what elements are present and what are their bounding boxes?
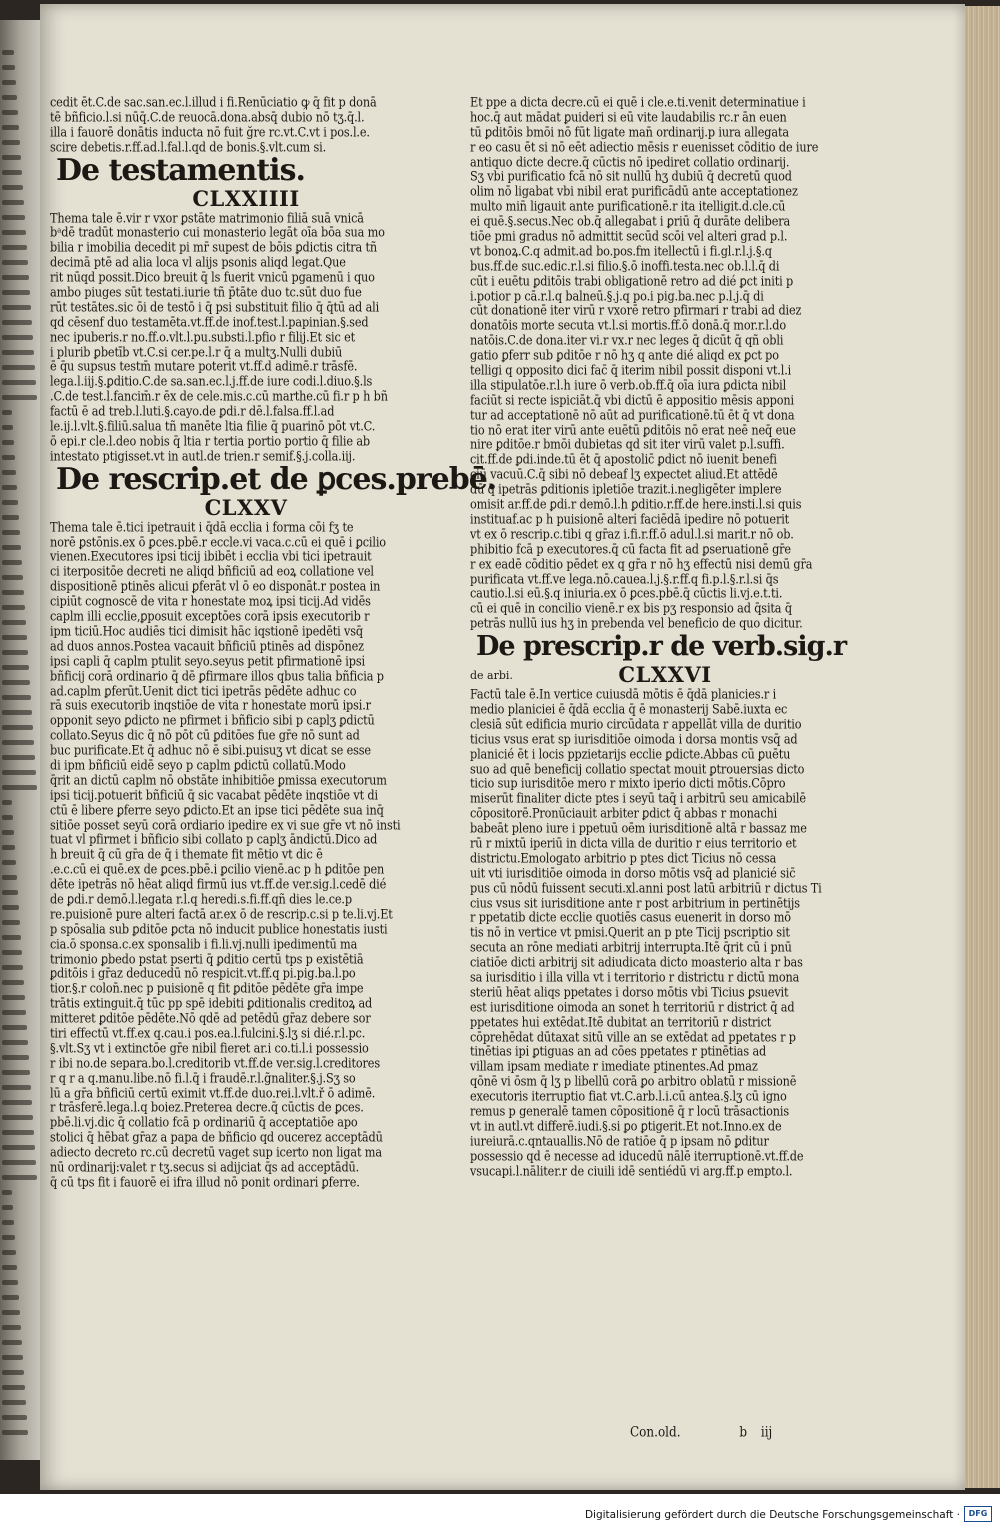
text-line: rit nūqd possit.Dico breuit q̄ ls fuerit vnicū pgamenū i quo: [50, 270, 375, 285]
funding-notice: Digitalisierung gefördert durch die Deutsche Forschungsgemeinschaft ·: [584, 1509, 960, 1521]
text-line: q̄ cū tps fit i fauorē ei̇ ifra illud nō ponit ordinari̇ ꝑferre.: [50, 1174, 360, 1190]
facing-page-text-fragment: [2, 710, 32, 715]
text-line: cia.ō sponsa.c.ex sponsalib̄ i fi.li.vj.nulli ipedimentū ma: [50, 936, 358, 952]
text-line: i.potior p cā.r.l.q balneū.§.j.q po.i pig.ba.nec p.l.j.q̄ di: [470, 288, 764, 304]
text-line: executoris iterruptio fiat vt.C.arb̄.l.i.cū antea.§.lʒ cū igno: [470, 1088, 787, 1104]
text-line: tū ꝑditōis bmōi nō fūt ligate man̄ ordinarij.p iura allegata: [470, 124, 789, 140]
text-line: ciū vacuū.C.q̄ sibi nō debeaf lʒ expectet aliud.Et attēdē: [470, 467, 778, 483]
text-line: Thema tale ē.vir r vxor ꝑstāte matrimonio filiā suā vnicā: [50, 210, 364, 226]
facing-page-text-fragment: [2, 845, 15, 850]
facing-page-text-fragment: [2, 155, 21, 160]
facing-page-text-fragment: [2, 245, 27, 250]
facing-page-text-fragment: [2, 170, 22, 175]
text-line: pus cū nōdū fuissent secuti.xl.anni post latū arbitriū r dictus Ti: [470, 880, 822, 896]
catchword: Con.old.: [630, 1423, 681, 1441]
right-column: [470, 96, 860, 1179]
page-footer: [630, 1424, 772, 1440]
text-line: trimonio ꝑbedo pstat pserti q̄ ꝑditio certū tps p existētiā: [50, 951, 364, 967]
text-line: ciatiōe dicti arbitrij sit adiudicata dicto moasterio alta r bas: [470, 954, 803, 970]
facing-page-text-fragment: [2, 425, 13, 430]
facing-page-text-fragment: [2, 140, 20, 145]
text-line: mitteret ꝑditōe pēdēte.Nō qdē ad petēdū gr̄az debere sor: [50, 1010, 371, 1026]
facing-page-text-fragment: [2, 110, 18, 115]
text-line: possessio qd ē necesse ad iducedū nālē iterruptionē.vt.ff.de: [470, 1148, 804, 1164]
facing-page-text-fragment: [2, 1280, 18, 1285]
text-line: omisit ar.ff.de ꝑdi.r demō.l.h ꝑditio.r.ff.de here.insti.l.si quis: [470, 496, 802, 512]
text-line: adiecto decreto rc.cū decretū vaget sup icerto non ligat ma: [50, 1144, 382, 1160]
text-line: .e.c.cū ei quē.ex de ꝑces.pbē.i ꝑcilio vienē.ac p h ꝑditōe pen: [50, 862, 385, 878]
facing-page-text-fragment: [2, 1265, 17, 1270]
facing-page-text-fragment: [2, 290, 30, 295]
text-line: remus p generalē tamen cōpositionē q̄ r locū trāsactionis: [470, 1103, 790, 1119]
text-line: decimā ptē ad alia loca vl̄ alijs psonis aliqd legat.Que: [50, 255, 346, 271]
text-line: intestato ptigisset.vt in autl.de trien.r semif.§.j.colla.iij.: [50, 448, 356, 464]
facing-page-text-fragment: [2, 1025, 27, 1030]
signature-numeral: iij: [760, 1423, 773, 1441]
facing-page-text-fragment: [2, 785, 37, 790]
text-line: Thema tale ē.tici̇ ipetrauit i q̄dā eccl̄ia i forma cōi fʒ te: [50, 519, 354, 535]
text-line: de ꝑdi.r demō.l.legata r.l.q heredi.s.fi.ff.qñ dies le.ce.p: [50, 891, 352, 907]
text-line: collato.Seyus dic q̄ nō pōt cū ꝑditōes fue gr̄e nō sunt ad: [50, 728, 360, 744]
text-line: olim nō ligabat vbi nibil erat purificādū ante acceptationez: [470, 184, 798, 200]
text-line: clesiā sūt edificia murio circūdata r appellāt villa de duritio: [470, 716, 802, 732]
text-line: le.ij.l.vlt.§.filiū.salua tñ manēte ltia filie q̄ puarinō pōt vt.C.: [50, 418, 376, 434]
text-line: secuta an rōne mediati arbitrij interrupta.Itē q̄rit cū i pnū: [470, 940, 792, 956]
facing-page-text-fragment: [2, 1235, 15, 1240]
facing-page-text-fragment: [2, 725, 33, 730]
facing-page-text-fragment: [2, 1010, 26, 1015]
text-line: ipm ticiū.Hoc audiēs tici̇ dimisit hāc iqstionē ipedēti vsq̄: [50, 623, 363, 639]
text-line: bᵃdē tradūt monasterio cui monasterio legāt oīa bōa sua mo: [50, 225, 385, 241]
text-line: tiōe pmi gradus nō admittit secūd̄ scōi vel alteri̇ grad̄ p.l.: [470, 228, 788, 244]
text-line: dū q̄ ipetrās ꝑditionis ipletiōe trazit.i.negligēter implere: [470, 482, 782, 497]
text-line: tur ad acceptationē nō aūt ad purificationē.tū ēt q̄ vt dona: [470, 407, 795, 423]
section-174-text: [50, 212, 442, 465]
text-line: vt bonoꝝ.C.q admit.ad bo.pos.fm itellectū i fi.gl.r.l.j.§.q: [470, 243, 772, 259]
text-line: tinētias ipi̇ ꝑtiguas an ad cōes ppetates r ptinētias ad: [470, 1044, 767, 1060]
facing-page-text-fragment: [2, 905, 19, 910]
text-line: cautio.l.si eū.§.q iniuria.ex ō ꝑces.pbē.q̄ cūctis li.vj.e.t.ti.: [470, 586, 783, 602]
facing-page-text-fragment: [2, 980, 24, 985]
text-line: nec ipuberis.r no.ff.o.vlt.l.pu.substi.l.pfio r filij.Et sic et: [50, 329, 356, 345]
text-line: medio planiciei ē q̄dā eccl̄ia q̄ ē monasterij Sabē.iuxta ec: [470, 701, 788, 717]
heading-de-prescrip-sub-row: [470, 664, 860, 688]
text-line: faciūt si recte ispiciāt.q̄ vbi dictū ē appositio mēsis apponi: [470, 392, 794, 408]
text-line: tio nō erat iter virū ante euētū ꝑditōis nō erat neē neq̄ eue: [470, 422, 796, 438]
facing-page-text-fragment: [2, 935, 21, 940]
text-line: tiri effectū vt.ff.ex q.cau.i pos.ea.l.fulcini̇.§.lʒ si dié.r.l.pc.: [50, 1025, 366, 1041]
facing-page-text-fragment: [2, 1055, 29, 1060]
text-line: vienen.Executores ipsi̇ ticij ibibēt i eccl̄ia vbi tici̇ ipetrauit: [50, 549, 372, 565]
facing-page-text-fragment: [2, 1340, 22, 1345]
text-line: illa i fauorē donātis inducta nō fuit ğre rc.vt.C.vt i pos.l.e.: [50, 124, 370, 140]
text-line: lū a gr̄a bñficiū certū eximit vt.ff.de duo.rei.l.vlt.ř ō adimē.: [50, 1085, 376, 1101]
facing-page-text-fragment: [2, 1355, 23, 1360]
text-line: tis nō in vertice vt pmisi.Querit an p pte Ticij pscriptio sit: [470, 925, 790, 941]
text-line: vt in autl.vt differē.iudi.§.si ꝑo ꝑtigerit.Et not.Inno.ex de: [470, 1118, 782, 1134]
text-line: r ex eadē cōditio pēdet ex q gr̄a r nō hʒ effectū nisi demū gr̄a: [470, 556, 813, 572]
right-intro-block: [470, 96, 860, 632]
text-line: cius vsus sit iurisditione ante r post arbitrium in pertinētijs: [470, 895, 800, 911]
facing-page-text-fragment: [2, 1175, 37, 1180]
facing-page-text-fragment: [2, 50, 14, 55]
facing-page-text-fragment: [2, 1430, 28, 1435]
text-line: r q r a q.manu.libe.nō fi.l.q̄ i fraudē.r.l.g̃naliter.§.j.Sʒ so: [50, 1070, 356, 1086]
text-line: h breuit q̄ cū gr̄a de q̄ i themate fit mētio vt dic ē: [50, 847, 323, 863]
heading-de-testamentis: De testamentis.: [56, 152, 305, 188]
text-line: stolici q̄ hēbat gr̄az a papa de bñficio qd oucerez acceptādū: [50, 1130, 383, 1146]
text-line: cedit ēt.C.de sac.san.ec.l.illud i fi.Renūciatio ꝙ q̄ fit p donā: [50, 94, 377, 110]
facing-page-text-fragment: [2, 800, 12, 805]
text-line: nire ꝑditōe.r bmōi dubietas qd sit iter virū valet p.l.suffi.: [470, 437, 785, 453]
section-numeral-175: CLXXV: [204, 494, 288, 520]
text-line: cipiūt cognoscē de vita r honestate moꝝ ipsi̇ ticij.Ad vidēs: [50, 594, 371, 609]
text-line: buc purificate.Et q̄ adhuc nō ē sibi.puisuʒ vt dicat se esse: [50, 742, 371, 758]
text-line: vt ex ō rescrip.c.tibi q gr̄az i.fi.r.ff.ō adul.l.si marit̄.r nō ob.: [470, 526, 794, 542]
text-line: ctū ē libere ꝑferre seyo ꝑdicto.Et an ipse tici̇ pēdēte sua inq̄: [50, 802, 384, 818]
text-line: bus.ff.de suc.edic.r.l.si filio.§.ō inoffi.testa.nec ob.l.l.q̄ di: [470, 258, 780, 274]
facing-page-text-fragment: [2, 1370, 24, 1375]
facing-page-text-fragment: [2, 1415, 27, 1420]
facing-page-text-fragment: [2, 920, 20, 925]
facing-page-text-fragment: [2, 1310, 20, 1315]
text-line: pbē.li.vj.dic q̄ collatio fcā p ordinariū q̄ acceptatiōe apo: [50, 1115, 358, 1131]
text-line: r ibi no.de separa.bo.l.creditorib̄ vt.ff.de ver.sig.l.creditores: [50, 1055, 380, 1071]
facing-page-text-fragment: [2, 380, 36, 385]
facing-page-text-fragment: [2, 590, 24, 595]
text-line: ad duos annos.Postea vacauit bñficiū ptinēs ad dispōnez: [50, 638, 364, 654]
facing-page-text-fragment: [2, 1115, 33, 1120]
facing-page-text-fragment: [2, 455, 15, 460]
facing-page-text-fragment: [2, 965, 23, 970]
text-line: phibitio fcā p executores.q̄ cū facta fit ad ꝑseruationē gr̄e: [470, 541, 791, 557]
text-line: factū ē ad treb.l.luti.§.cayo.de ꝑdi.r dē.l.falsa.ff.l.ad: [50, 404, 335, 419]
text-line: ꝑditōis i gr̄az deducedū nō respicit.vt.ff.q pi.pig.ba.l.po: [50, 966, 356, 982]
facing-page-text-fragment: [2, 605, 25, 610]
text-line: natōis.C.de dona.iter vi.r vx.r nec leges q̄ dicūt q̄ qñ obli: [470, 333, 784, 349]
facing-page-text-fragment: [2, 695, 31, 700]
facing-page-text-fragment: [2, 1085, 31, 1090]
facing-page-text-fragment: [2, 410, 12, 415]
text-line: est iurisditione oimoda an sonet h territoriū r district̄ q̄ ad: [470, 999, 795, 1015]
text-line: sitiōe posset seyū corā ordiario ipedire ex vi sue gr̄e vt nō insti: [50, 817, 401, 833]
facing-page-text-fragment: [2, 80, 16, 85]
facing-page-text-fragment: [2, 1325, 21, 1330]
facing-page-text-fragment: [2, 95, 17, 100]
text-line: purificata vt.ff.ve lega.nō.cauea.l.j.§.r.ff.q fi.p.l.§.r.l.si q̄s: [470, 571, 779, 587]
facing-page-text-fragment: [2, 635, 27, 640]
facing-page-text-fragment: [2, 680, 30, 685]
facing-page-text-fragment: [2, 320, 32, 325]
heading-de-prescrip: [476, 632, 860, 664]
text-line: qōnē vi ōsm q̄ lʒ p libellū corā ꝑo arbitro oblatū r missionē: [470, 1074, 797, 1090]
text-line: re.puisionē pure alteri̇ factā ar.ex ō de rescrip.c.si p te.li.vj.Et: [50, 906, 393, 922]
text-line: ticio sup iurisditōe mero r mixto iperio dicti mōtis.Cōpro: [470, 776, 786, 792]
dfg-logo: DFG: [964, 1506, 992, 1522]
text-line: cōprehēdat dūtaxat sitū ville an se extēdat ad ppetates r p: [470, 1029, 796, 1045]
facing-page-text-fragment: [2, 545, 21, 550]
text-line: districtu.Emologato arbitrio p ptes dict̄ Ticius nō cessa: [470, 850, 777, 866]
text-line: iureiurā.c.qntauallis.Nō de ratiōe q̄ p ipsam nō ꝑditur: [470, 1133, 769, 1149]
text-line: sa iurisditio i illa villa vt i territorio r districtu r dictū mona: [470, 969, 800, 985]
facing-page-text-fragment: [2, 65, 15, 70]
heading-de-prescrip-main: De prescrip.r de verb.sig.r: [476, 631, 847, 663]
text-line: nū ordinarij:valet r tʒ.secus si adijciat̄ q̄s ad acceptādū.: [50, 1159, 360, 1175]
text-line: donatōis morte secuta vt.l.si mortis.ff.ō donā.q̄ mor.r.l.do: [470, 318, 787, 334]
facing-page-text-fragment: [2, 1160, 36, 1165]
facing-page-text-fragment: [2, 350, 34, 355]
facing-page-text-fragment: [2, 650, 28, 655]
text-line: rā suis executorib̄ inqstiōe de vita r honestate morū ipsi̇.r: [50, 698, 371, 714]
facing-page-text-fragment: [2, 530, 20, 535]
text-line: di ipm bñficiū eidē seyo p capl̄m ꝑdictū collatū.Modo: [50, 757, 346, 773]
text-line: hoc.q̄ aut mādat ꝑuideri si eū vite laudabilis rc.r ān euen: [470, 109, 787, 125]
text-line: ō epi.r cle.l.deo nobis q̄ ltia r tertia portio portio q̄ filie ab: [50, 433, 370, 449]
facing-page-text-fragment: [2, 770, 36, 775]
facing-page-text-fragment: [2, 365, 35, 370]
facing-page-text-fragment: [2, 1220, 14, 1225]
text-line: rūt testātes.sic ōi de testō i q̄ psi substituit filio q̄ q̄tū ad ali: [50, 299, 380, 315]
text-line: cūt donationē iter virū r vxorē retro pfirmari r trabi ad diez: [470, 303, 802, 319]
text-line: tuat vl̄ pfirmet i bñficio sibi collato p caplʒ āndictū.Dico ad: [50, 832, 378, 848]
text-line: miserūt finaliter dicte ptes i seyū taq̄ i arbitrū seu amicabilē: [470, 791, 806, 807]
text-line: babeāt pleno iure i ppetuū oēm iurisditionē altā r bassaz me: [470, 820, 807, 836]
heading-de-prescrip-sub: de arbi.: [470, 669, 513, 683]
facing-page-text-fragment: [2, 305, 31, 310]
facing-page-text-fragment: [2, 560, 22, 565]
facing-page-text-fragment: [2, 755, 35, 760]
text-line: r ppetatib̄ dicte eccl̄ie quotiēs casus euenerit in dorso mō: [470, 910, 791, 926]
facing-page-text-fragment: [2, 890, 18, 895]
text-line: cit.ff.de ꝑdi.inde.tū ēt q̄ apostolic̄ ꝑdict̄ nō iuenit benefi: [470, 452, 777, 468]
facing-page-text-fragment: [2, 1250, 16, 1255]
facing-page-text-fragment: [2, 275, 29, 280]
section-numeral-176: CLXXVI: [618, 662, 712, 688]
text-line: ei quē.§.secus.Nec ob.q̄ allegabat̄ i ꝑriū q̄ durāte delibera: [470, 214, 791, 229]
text-line: bilia r imobilia decedit pi mr̄ supest de bōis ꝑdictis citra tñ: [50, 240, 378, 256]
facing-page-text-fragment: [2, 740, 34, 745]
facing-page-text-fragment: [2, 515, 19, 520]
text-line: tior.§.r colon̄.nec p puisionē q fit ꝑditōe pēdēte gr̄a impe: [50, 981, 364, 997]
facing-page-text-fragment: [2, 215, 25, 220]
text-line: tē bñficio.l.si nūq̄.C.de reuocā.dona.absq̄ dubio nō tʒ.q̄.l.: [50, 109, 365, 125]
text-line: villam ipsam mediate r imediate ptinentes.Ad pmaz: [470, 1059, 758, 1075]
text-line: q̄rit an dictū capl̄m nō obstāte inhibitiōe ꝑmissa executorum: [50, 772, 387, 788]
text-line: cūt i euētu ꝑditōis trabi obligationē retro ad dié ꝑct̄ initi p: [470, 273, 794, 289]
facing-page-text-fragment: [2, 815, 13, 820]
text-line: rū r mixtū iperiū in dicta villa de duritio r eius territorio et: [470, 835, 797, 851]
text-line: r trāsferē.lega.l.q boiez.Preterea decre.q̄ cūctis de ꝑces.: [50, 1100, 364, 1116]
text-line: norē ꝑstōnis.ex ō ꝑces.pbē.r eccle.vi vaca.c.cū ei quē i ꝑcilio: [50, 534, 386, 550]
section-176-text: [470, 688, 860, 1179]
text-line: ticius vsus erat sp iurisditiōe oimoda i dorsa montis vsq̄ ad: [470, 731, 798, 747]
text-line: suo ad quē beneficij collatio spectat mouit ꝑtrouersias dicto: [470, 761, 805, 777]
text-line: petrās nullū ius hʒ in prebenda vel beneficio de quo dicitur.: [470, 616, 803, 632]
text-line: ambo piuges sūt testati.iurie tñ p̄tāte duo tc.sūt duo fue: [50, 284, 362, 300]
facing-page-text-fragment: [2, 395, 37, 400]
text-line: ipsi̇ capl̄i q̄ capl̄m ptulit seyo.seyus petit pfirmationē ipsi̇: [50, 653, 365, 669]
facing-page-text-fragment: [2, 260, 28, 265]
text-line: Factū tale ē.In vertice cuiusdā mōtis ē q̄dā planicies.r i: [470, 686, 777, 702]
text-line: capl̄m illi̇ eccl̄ie,ꝑposuit exceptōes corā ipsis executorib̄ r: [50, 608, 370, 624]
text-line: ci iterpositōe decreti ne aliqd bñficiū ad eoꝝ collatione vel: [50, 564, 374, 580]
text-line: dēte ipetrās nō hēat aliqd firmū ius vt.ff.de ver.sig.l.cedē dié: [50, 876, 387, 892]
facing-page-text-fragment: [2, 950, 22, 955]
facing-page-text-fragment: [2, 665, 29, 670]
text-line: ipsi̇ ticij.potuerit bñficiū q̄ sic vacabat pēdēte inqstiōe vt di: [50, 787, 378, 803]
facing-page-text-fragment: [2, 1385, 25, 1390]
text-line: .C.de test.l.fancim̄.r ēx de cele.mis.c.cū marthe.cū fi.r p h bñ: [50, 389, 388, 405]
text-line: telligi q opposito dici fac̄ q̄ iterim nibil possit disponi vt.l.i: [470, 362, 792, 378]
facing-page-text-fragment: [2, 500, 18, 505]
facing-page-text-fragment: [2, 185, 23, 190]
facing-page-text-fragment: [2, 860, 16, 865]
text-line: qd cēsenf duo testamēta.vt.ff.de inof.test.l.papinian.§.sed: [50, 314, 369, 330]
text-line: r eo casu ēt si nō eēt adiectio mēsis r euenisset cōditio de iure: [470, 139, 819, 155]
text-line: lega.l.iij.§.ꝑditio.C.de sa.san.ec.l.j.ff.de iure codi.l.diuo.§.ls: [50, 374, 373, 390]
text-line: Et ppe a dicta decre.cū ei quē i cle.e.ti.venit determinatiue i: [470, 94, 806, 110]
text-line: trātis extinguit.q̄ tūc pp spē idebiti ꝑditionalis creditoꝝ ad: [50, 996, 373, 1012]
facing-page-bleed: [0, 20, 40, 1460]
text-line: instituaf.ac p h puisionē alteri̇ faciēdā ipedire nō potuerit: [470, 511, 790, 527]
page-stack-edge: [965, 6, 1000, 1488]
facing-page-text-fragment: [2, 830, 14, 835]
text-line: bñficij corā ordinario q̄ dē ꝑfirmare illos qbus talia bñficia p: [50, 668, 384, 684]
facing-page-text-fragment: [2, 1130, 34, 1135]
section-numeral-174: CLXXIIII: [192, 185, 300, 211]
text-line: planicié ēt i locis ppzietarijs eccl̄ie ꝑdicte.Abbas cū ꝑuētu: [470, 746, 791, 762]
text-line: ppetates hui̇ extēdat.Itē dubitat̄ an territoriū r district̄: [470, 1014, 772, 1030]
text-line: illa stipulatōe.r.l.h iure ō verb.ob.ff.q̄ oīa iura ꝑdicta nibil: [470, 377, 787, 393]
text-line: cū ei quē in concilio vienē.r ex bis pʒ responsio ad q̄sita q̄: [470, 601, 792, 617]
text-line: dispositionē ptinēs alicui ꝑferāt vl̄ ō eo disponāt.r postea in: [50, 579, 381, 595]
text-line: ē q̄u supsus testm̄ mutare poterit vt.ff.d adimē.r trāsfē.: [50, 359, 358, 375]
text-line: opponit seyo ꝑdicto ne pfirmet i bñficio sibi p caplʒ ꝑdictū: [50, 713, 375, 729]
facing-page-text-fragment: [2, 470, 16, 475]
text-line: §.vlt.Sʒ vt i extinctōe gr̄e nibil fieret ar.i co.ti.l.i possessio: [50, 1040, 369, 1056]
signature-mark: b: [739, 1423, 748, 1441]
facing-page-text-fragment: [2, 230, 26, 235]
text-line: cōpositorē.Pronūciauit arbiter ꝑdict̄ q̄ abbas r monachi: [470, 806, 778, 822]
section-175-text: [50, 521, 442, 1191]
text-line: ad.capl̄m ꝑferūt.Uenit dict̄ tici̇ ipetrās pēdēte adhuc co: [50, 683, 357, 699]
facing-page-text-fragment: [2, 1145, 35, 1150]
facing-page-text-fragment: [2, 1040, 28, 1045]
facing-page-text-fragment: [2, 995, 25, 1000]
text-line: uit vti iurisditiōe oimoda in dorso mōtis vsq̄ ad planicié sic̄: [470, 865, 796, 881]
facing-page-text-fragment: [2, 1400, 26, 1405]
facing-page-text-fragment: [2, 875, 17, 880]
heading-de-rescrip: De rescrip.et de ꝑces.prebē.: [56, 461, 497, 497]
text-line: vsucapi.l.nāliter.r de ciuili idē sentiédū vi arg.ff.p empto.l.: [470, 1163, 793, 1179]
facing-page-text-fragment: [2, 1205, 13, 1210]
left-intro-block: [50, 96, 442, 156]
facing-page-text-fragment: [2, 575, 23, 580]
text-line: gatio ꝑferr sub ꝑditōe r nō hʒ q ante dié aliqd ex ꝑct̄ po: [470, 348, 779, 363]
text-line: i plurib̄ ꝑbetīb̄ vt.C.si cer.pe.l.r q̄ a multʒ.Nulli dubiū: [50, 344, 343, 360]
facing-page-text-fragment: [2, 1100, 32, 1105]
facing-page-text-fragment: [2, 125, 19, 130]
facing-page-text-fragment: [2, 335, 33, 340]
facing-page-text-fragment: [2, 620, 26, 625]
text-line: steriū hēat aliqs ppetates i dorso mōtis vbi Ticius ꝑsuevit: [470, 984, 789, 1000]
text-line: multo min̄ ligauit ante purificationē.r ita itelligit.d.cle.cū: [470, 199, 786, 215]
text-line: Sʒ vbi purificatio fcā nō sit nullū hʒ dubiū q̄ decretū quod: [470, 169, 792, 185]
facing-page-text-fragment: [2, 1070, 30, 1075]
text-line: p spōsalia sub ꝑditōe ꝑcta nō inducit publice honestatis iusti: [50, 921, 388, 937]
facing-page-text-fragment: [2, 440, 14, 445]
facing-page-text-fragment: [2, 200, 24, 205]
text-line: scire debetis.r.ff.ad.l.fal.l.qd de bonis.§.vlt.cum si.: [50, 139, 327, 155]
facing-page-text-fragment: [2, 1190, 12, 1195]
text-line: antiquo dicte decre.q̄ cūctis nō ipediret collatio ordinarij.: [470, 154, 790, 170]
facing-page-text-fragment: [2, 485, 17, 490]
facing-page-text-fragment: [2, 1295, 19, 1300]
